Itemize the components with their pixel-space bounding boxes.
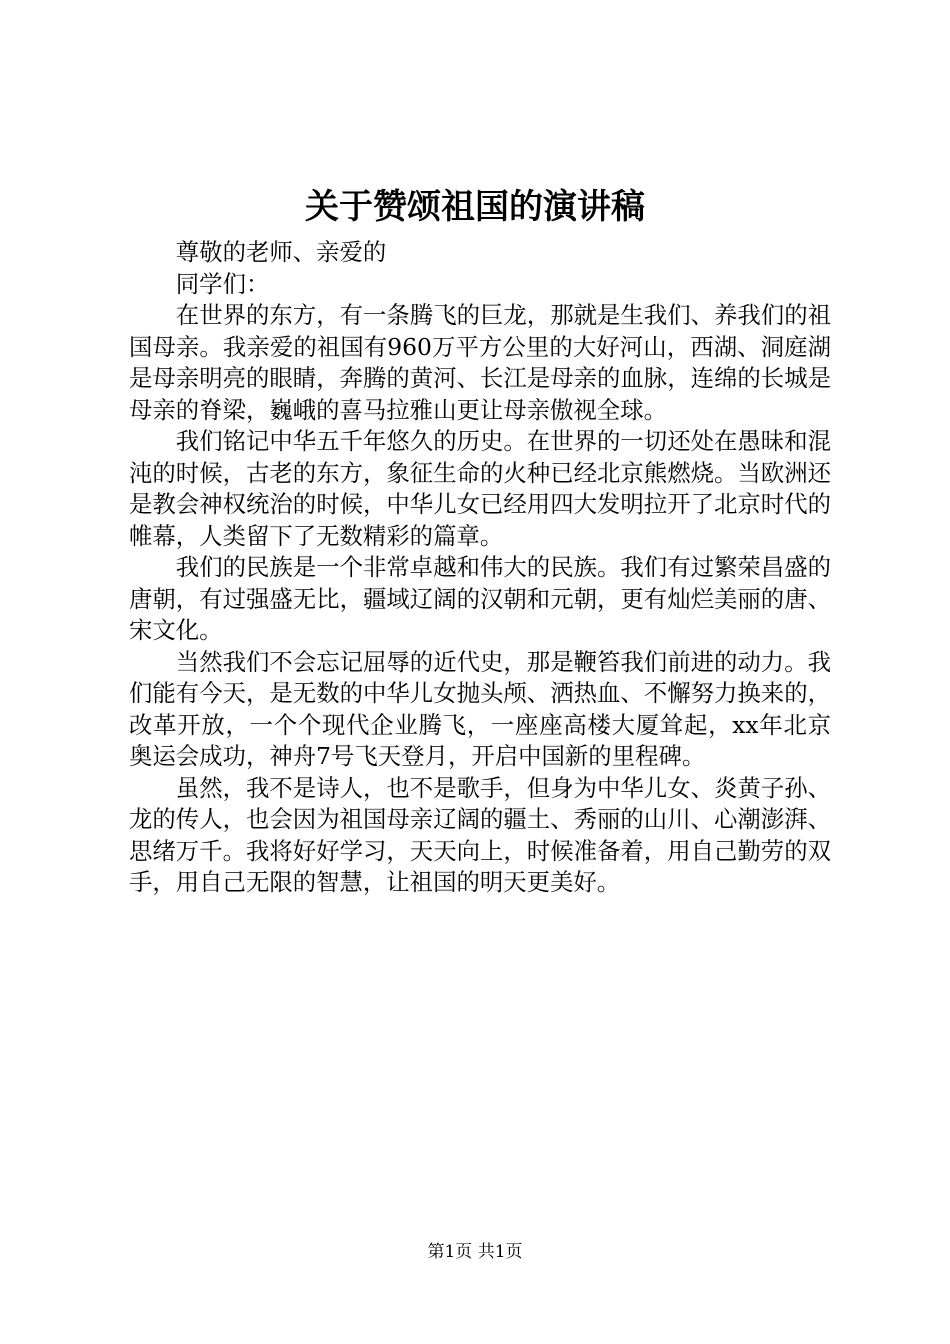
paragraph-1: 在世界的东方，有一条腾飞的巨龙，那就是生我们、养我们的祖国母亲。我亲爱的祖国有960万平方公里的大好河山，西湖、洞庭湖是母亲明亮的眼睛，奔腾的黄河、长江是母亲的血脉，连绵的长城是母亲的脊梁，巍峨的喜马拉雅山更让母亲傲视全球。 bbox=[129, 301, 831, 424]
page-footer: 第1页 共1页 bbox=[427, 1242, 523, 1262]
greeting-line-1: 尊敬的老师、亲爱的 bbox=[175, 238, 387, 266]
paragraph-2: 我们铭记中华五千年悠久的历史。在世界的一切还处在愚昧和混沌的时候，古老的东方，象征生命的火种已经北京熊燃烧。当欧洲还是教会神权统治的时候，中华儿女已经用四大发明拉开了北京时代的帷幕，人类留下了无数精彩的篇章。 bbox=[129, 427, 831, 550]
paragraph-4: 当然我们不会忘记屈辱的近代史，那是鞭笞我们前进的动力。我们能有今天，是无数的中华儿女抛头颅、洒热血、不懈努力换来的，改革开放，一个个现代企业腾飞，一座座高楼大厦耸起，xx年北京奥运会成功，神舟7号飞天登月，开启中国新的里程碑。 bbox=[129, 647, 831, 770]
greeting-line-2: 同学们： bbox=[175, 269, 270, 298]
document-body bbox=[129, 237, 831, 899]
paragraph-5: 虽然，我不是诗人，也不是歌手，但身为中华儿女、炎黄子孙、龙的传人，也会因为祖国母亲辽阔的疆土、秀丽的山川、心潮澎湃、思绪万千。我将好好学习，天天向上，时候准备着，用自己勤劳的双手，用自己无限的智慧，让祖国的明天更美好。 bbox=[129, 773, 831, 896]
paragraph-3: 我们的民族是一个非常卓越和伟大的民族。我们有过繁荣昌盛的唐朝，有过强盛无比，疆域辽阔的汉朝和元朝，更有灿烂美丽的唐、宋文化。 bbox=[129, 553, 831, 644]
document-title: 关于赞颂祖国的演讲稿 bbox=[305, 187, 645, 227]
